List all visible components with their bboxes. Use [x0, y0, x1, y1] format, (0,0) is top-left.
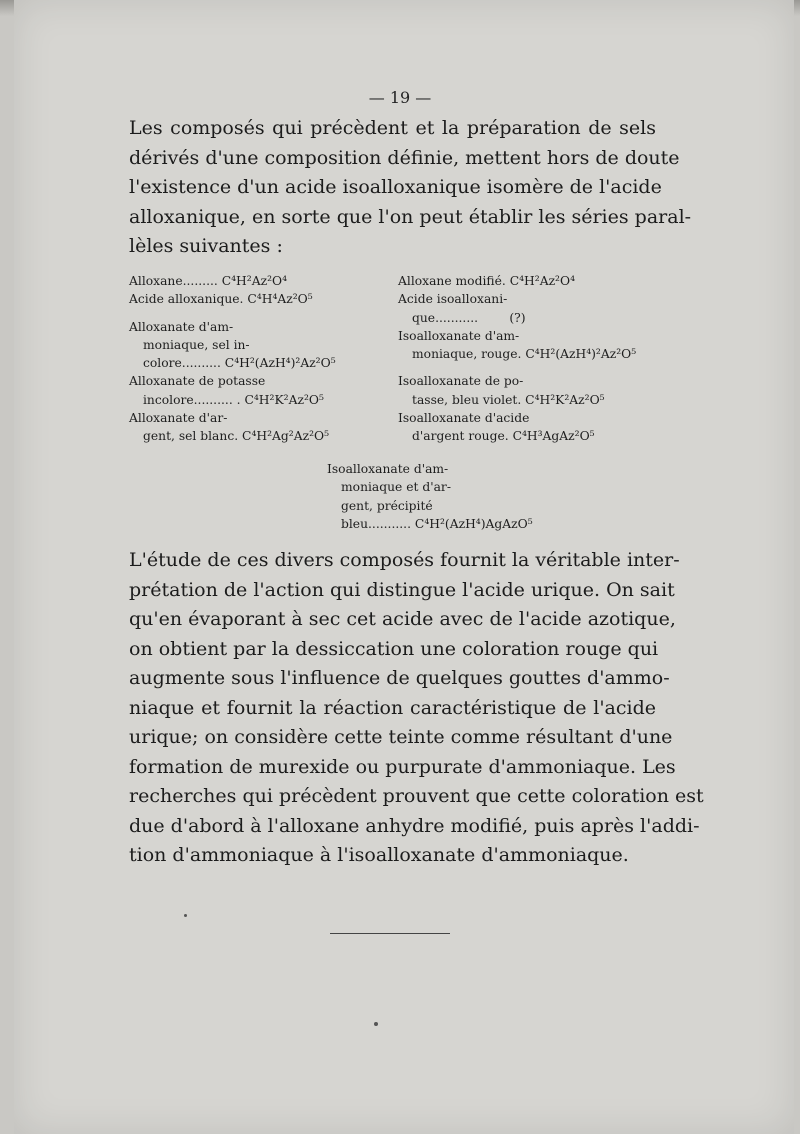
text-line: l'existence d'un acide isoalloxanique isomère de l'acide [129, 176, 662, 198]
compound-name: gent, précipité [341, 498, 433, 513]
text-line: urique; on considère cette teinte comme résultant d'une [129, 726, 673, 748]
table-row [398, 272, 660, 290]
table-row [129, 272, 397, 290]
compound-name: moniaque et d'ar- [341, 480, 451, 495]
section-rule [330, 933, 450, 934]
scan-speck [184, 914, 187, 917]
table-row [129, 290, 397, 308]
compound-name: Alloxanate d'ar- [129, 411, 228, 426]
paragraph-1 [129, 114, 692, 262]
text-line: prétation de l'action qui distingue l'acide urique. On sait [129, 578, 675, 601]
scan-speck [374, 1022, 378, 1026]
compound-name: Isoalloxanate de po- [398, 374, 524, 389]
table-row [398, 327, 660, 345]
compound-name: moniaque, sel in- [143, 337, 250, 352]
table-row [129, 336, 397, 354]
compound-name: que........... [412, 310, 479, 325]
text-line: due d'abord à l'alloxane anhydre modifié, puis après l'addi- [129, 814, 700, 837]
text-line: on obtient par la dessiccation une coloration rouge qui [129, 637, 659, 660]
compound-formula: C⁴H²Ag²Az²O⁵ [242, 429, 330, 444]
compound-name: Alloxane......... [129, 274, 218, 288]
table-row [398, 290, 660, 308]
table-right-column [398, 272, 660, 446]
table-row [327, 515, 657, 533]
compound-name: Isoalloxanate d'am- [327, 462, 449, 476]
text-line: niaque et fournit la réaction caractéristique de l'acide [129, 696, 656, 719]
table-left-column [129, 272, 397, 446]
text-line: recherches qui précèdent prouvent que cette coloration est [129, 785, 704, 807]
compound-name: Acide isoalloxani- [398, 292, 508, 307]
compound-name: d'argent rouge. [412, 429, 509, 444]
compound-name: colore.......... [143, 356, 221, 371]
text-line: qu'en évaporant à sec cet acide avec de l'acide azotique, [129, 608, 676, 630]
table-row [327, 478, 657, 496]
compound-name: incolore.......... [143, 392, 233, 407]
table-row [129, 427, 397, 445]
compound-name: Isoalloxanate d'acide [398, 411, 530, 426]
table-center-entry [327, 460, 657, 533]
table-row [129, 391, 397, 409]
compound-name: gent, sel blanc. [143, 429, 239, 444]
text-line: tion d'ammoniaque à l'isoalloxanate d'ammoniaque. [129, 844, 629, 866]
compound-formula: . C⁴H²K²Az²O⁵ [236, 392, 324, 407]
compound-name: Alloxane modifié. [398, 274, 506, 288]
table-row [398, 372, 660, 390]
paragraph-2 [129, 546, 704, 871]
compound-name: bleu........... [341, 516, 411, 531]
table-row [129, 354, 397, 372]
table-row [398, 309, 660, 327]
compound-formula: C⁴H⁴Az²O⁵ [247, 292, 313, 307]
compound-name: Alloxanate de potasse [129, 374, 266, 389]
compound-formula: C⁴H³AgAz²O⁵ [512, 429, 595, 444]
compound-formula: C⁴H²Az²O⁴ [509, 274, 575, 288]
text-line: Les composés qui précèdent et la préparation de sels [129, 117, 656, 139]
compound-formula: C⁴H²(AzH⁴)AgAzO⁵ [414, 516, 533, 531]
table-row [327, 497, 657, 515]
table-row [398, 409, 660, 427]
compound-formula: (?) [509, 310, 526, 325]
text-line: formation de murexide ou purpurate d'ammoniaque. Les [129, 755, 676, 778]
compound-name: Acide alloxanique. [129, 292, 244, 307]
table-row [327, 460, 657, 478]
text-line: lèles suivantes : [129, 235, 283, 257]
compound-name: moniaque, rouge. [412, 347, 522, 362]
compound-name: tasse, bleu violet. [412, 392, 522, 407]
page-number: — 19 — [368, 88, 432, 107]
table-row [398, 345, 660, 363]
text-line: alloxanique, en sorte que l'on peut établir les séries paral- [129, 205, 692, 228]
compound-formula: C⁴H²(AzH⁴)²Az²O⁵ [224, 356, 336, 371]
compound-formula: C⁴H²(AzH⁴)²Az²O⁵ [525, 347, 637, 362]
text-line: L'étude de ces divers composés fournit la véritable inter- [129, 549, 680, 571]
table-row [129, 372, 397, 390]
text-line: dérivés d'une composition définie, mettent hors de doute [129, 146, 680, 169]
compound-name: Isoalloxanate d'am- [398, 328, 520, 343]
table-row [398, 391, 660, 409]
table-row [398, 427, 660, 445]
text-line: augmente sous l'influence de quelques gouttes d'ammo- [129, 667, 670, 689]
compound-name: Alloxanate d'am- [129, 319, 234, 334]
compound-formula: C⁴H²Az²O⁴ [221, 274, 288, 288]
table-row [129, 318, 397, 336]
compound-formula: C⁴H²K²Az²O⁵ [525, 392, 605, 407]
table-row [129, 409, 397, 427]
